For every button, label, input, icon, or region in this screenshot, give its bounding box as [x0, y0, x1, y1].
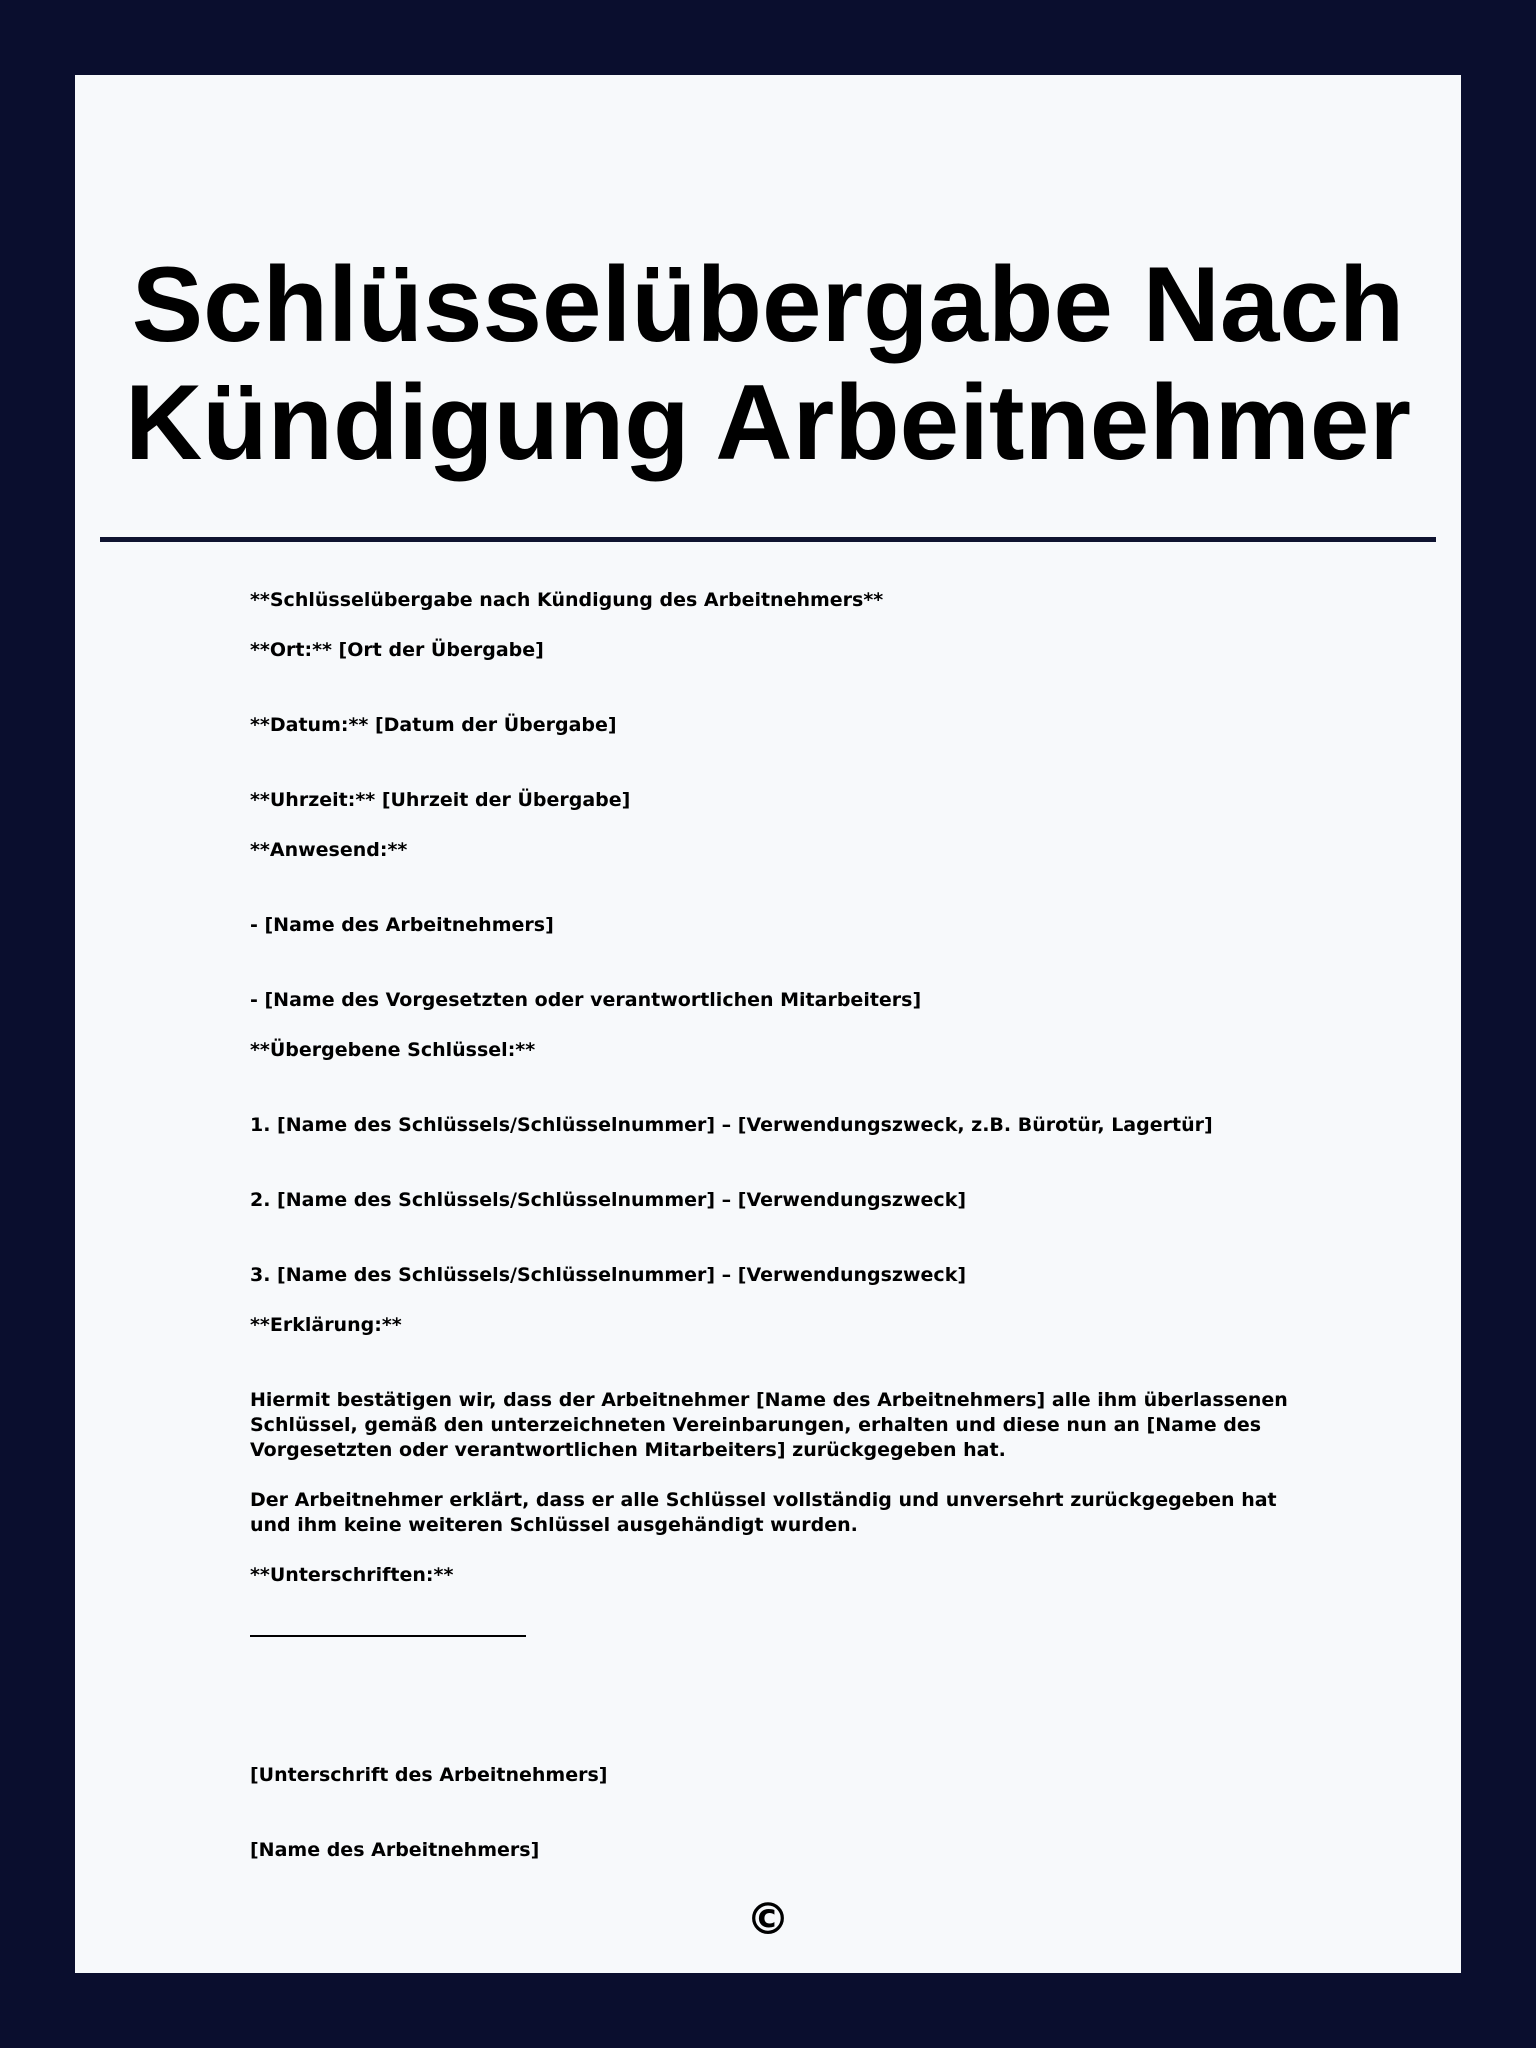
title-divider [100, 537, 1436, 542]
place-line: **Ort:** [Ort der Übergabe] [250, 639, 544, 661]
employee-name-caption: [Name des Arbeitnehmers] [250, 1839, 540, 1861]
declaration-paragraph-2: Der Arbeitnehmer erklärt, dass er alle Schlüssel vollständig und unversehrt zurückgegeben hat und ihm keine weiteren Schlüssel ausgehändigt wurden. [250, 1489, 1277, 1536]
keys-label: **Übergebene Schlüssel:** [250, 1039, 536, 1061]
declaration-label: **Erklärung:** [250, 1314, 402, 1336]
signature-caption: [Unterschrift des Arbeitnehmers] [250, 1764, 608, 1786]
declaration-paragraph-1: Hiermit bestätigen wir, dass der Arbeitnehmer [Name des Arbeitnehmers] alle ihm überlassenen Schlüssel, gemäß den unterzeichneten Vereinbarungen, erhalten und diese nun an [Name des Vorgesetzten oder verantwortlichen Mitarbeiters] zurückgegeben hat. [250, 1389, 1288, 1461]
copyright-mark: © [746, 1894, 790, 1945]
signature-line [250, 1635, 526, 1637]
key-item-3: 3. [Name des Schlüssels/Schlüsselnummer] – [Verwendungszweck] [250, 1264, 967, 1286]
present-employee: - [Name des Arbeitnehmers] [250, 914, 554, 936]
present-supervisor: - [Name des Vorgesetzten oder verantwortlichen Mitarbeiters] [250, 989, 922, 1011]
document-page [75, 75, 1461, 1973]
key-item-1: 1. [Name des Schlüssels/Schlüsselnummer] – [Verwendungszweck, z.B. Bürotür, Lagertür] [250, 1114, 1213, 1136]
document-title: Schlüsselübergabe Nach Kündigung Arbeitnehmer [125, 244, 1411, 482]
document-heading: **Schlüsselübergabe nach Kündigung des Arbeitnehmers** [250, 589, 884, 611]
present-label: **Anwesend:** [250, 839, 408, 861]
time-line: **Uhrzeit:** [Uhrzeit der Übergabe] [250, 789, 631, 811]
date-line: **Datum:** [Datum der Übergabe] [250, 714, 617, 736]
key-item-2: 2. [Name des Schlüssels/Schlüsselnummer] – [Verwendungszweck] [250, 1189, 967, 1211]
signatures-label: **Unterschriften:** [250, 1564, 454, 1586]
